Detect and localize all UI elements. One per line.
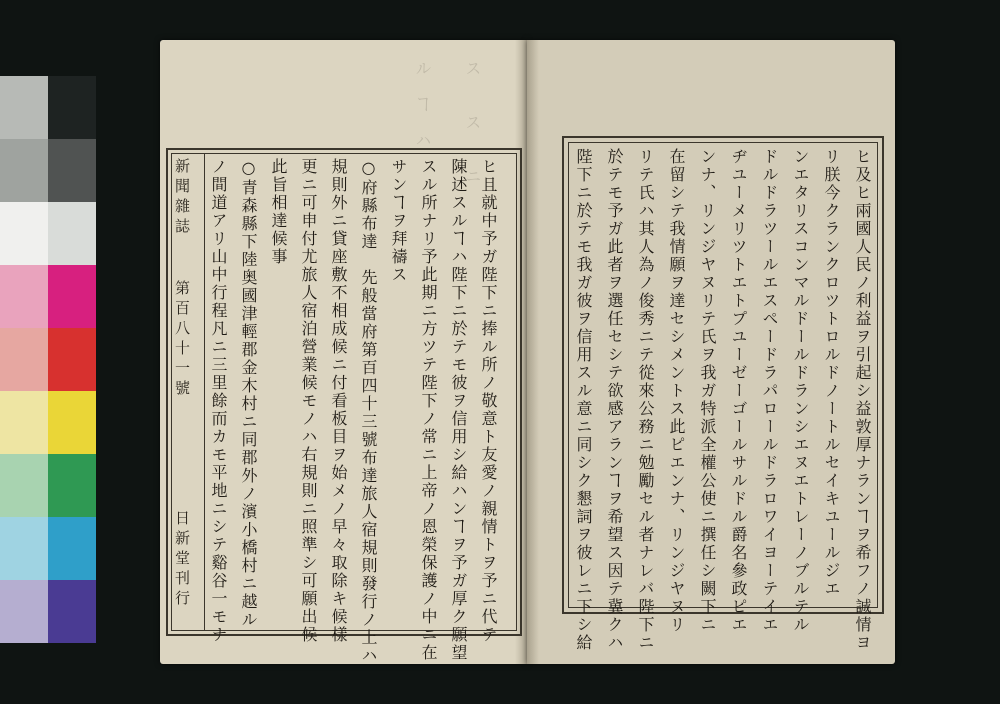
color-calibration-chart [0,76,96,642]
text-column: ヂユーメリツトエトプユーゼーゴールサルドル爵名參政ピエ [729,148,748,634]
issue-number: 第百八十一號 [173,280,191,400]
color-patch [48,454,96,517]
publisher: 日新堂刊行 [173,510,191,610]
color-patch [48,517,96,580]
text-column: スル所ナリ予此期ニ方ツテ陛下ノ常ニ上帝ノ恩榮保護ノ中ニ在 [419,158,438,662]
color-patch [0,391,48,454]
color-patch [48,580,96,643]
color-patch [0,139,48,202]
text-column: ヒ且就中予ガ陛下ニ捧ル所ノ敬意ト友愛ノ親情トヲ予ニ代テ [479,158,498,644]
text-column: ○青森縣下陸奥國津輕郡金木村ニ同郡外ノ濱小橋村ニ越ル [239,158,258,629]
text-column: リテ氏ハ其人為ノ俊秀ニテ從來公務ニ勉勵セル者ナレバ陛下ニ [636,148,655,652]
color-patch [0,265,48,328]
text-column: ドルドラツールエスペードラパロールドラロワイヨーテイエ [760,148,779,634]
color-patch [0,454,48,517]
color-patch [48,139,96,202]
show-through-text: ス ス ニ [463,60,482,186]
text-column: 更ニ可申付尤旅人宿泊營業候モノハ右規則ニ照準シ可願出候 [299,158,318,644]
text-column: 在留シテ我情願ヲ達セシメントス此ピエンナ、リンジヤヌリ [667,148,686,634]
color-patch [0,202,48,265]
color-patch [48,265,96,328]
text-column: リ朕今クランクロツトロルドノートルセイキユールジエ [822,148,841,598]
text-column: サンヿヲ拜禱ス [389,158,408,284]
text-column: 規則外ニ貸座敷不相成候ニ付看板目ヲ始メノ早々取除キ候樣 [329,158,348,644]
text-column: 陛下ニ於テモ我ガ彼ヲ信用スル意ニ同シク懇詞ヲ彼レニ下シ給 [574,148,593,652]
margin-separator-line [204,154,205,630]
color-patch [48,202,96,265]
text-column: ヒ及ヒ兩國人民ノ利益ヲ引起シ益敦厚ナランヿヲ希フノ誠情ヨ [853,148,872,652]
text-column: ノ間道アリ山中行程凡ニ三里餘而カモ平地ニシテ谿谷一モナ [209,158,228,644]
open-book [160,40,895,664]
color-patch [0,580,48,643]
show-through-text: ル ヿ ハ [413,60,432,150]
text-column: ○府縣布達 先般當府第百四十三號布達旅人宿規則發行ノ上ハ [359,158,378,665]
color-patch [0,76,48,139]
newspaper-title: 新聞雜誌 [173,158,191,238]
color-patch [48,328,96,391]
color-patch [48,391,96,454]
color-patch [0,517,48,580]
color-patch [48,76,96,139]
text-column: 此旨相達候事 [269,158,288,266]
text-column: ンナ、リンジヤヌリテ氏ヲ我ガ特派全權公使ニ撰任シ闕下ニ [698,148,717,634]
color-patch [0,328,48,391]
text-column: ンエタリスコンマルドールドランシエヌエトレーノブルテル [791,148,810,634]
text-column: 於テモ予ガ此者ヲ選任セシテ欲感アランヿヲ希望ス因テ冀クハ [605,148,624,652]
text-column: 陳述スルヿハ陛下ニ於テモ彼ヲ信用シ給ハンヿヲ予ガ厚ク願望 [449,158,468,662]
